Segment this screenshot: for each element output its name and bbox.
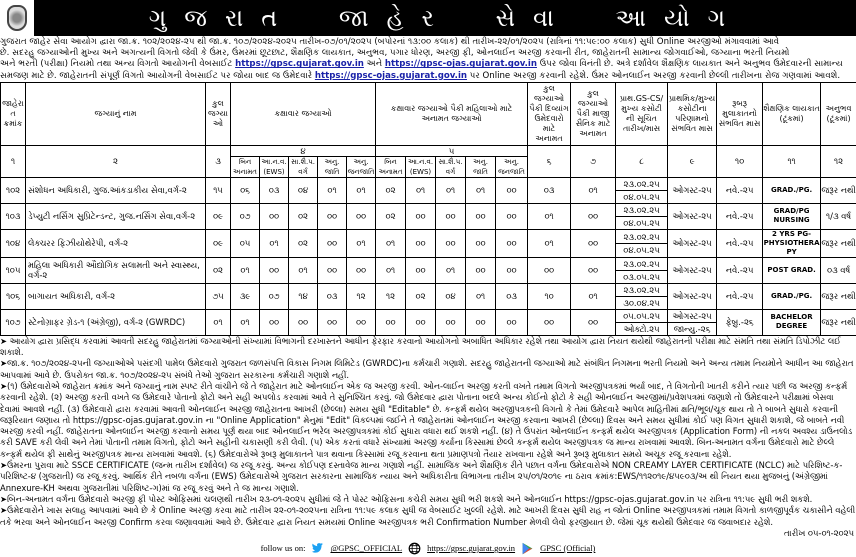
women-count: ૦૦ bbox=[406, 257, 436, 283]
exam-date bbox=[616, 203, 668, 229]
category-count: ૦૧ bbox=[231, 309, 260, 335]
column-number: ૧૧ bbox=[763, 145, 821, 177]
disabled-count: ૦૩ bbox=[528, 177, 571, 203]
post-name: સ્ટેનોગ્રાફર ગ્રેડ-૧ (અંગ્રેજી), વર્ગ-૨ (GWRDC) bbox=[26, 309, 206, 335]
exam-date-value: ૦૫.૦૫.૨૫ bbox=[616, 310, 667, 322]
ex-servicemen-count: ૦૦ bbox=[571, 257, 616, 283]
header-post-name: જગ્યાનું નામ bbox=[26, 82, 206, 145]
subheader-category: સા.શૈ.પ. વર્ગ bbox=[436, 156, 466, 177]
column-number: ૨ bbox=[26, 145, 206, 177]
intro-line: ગુજરાત જાહેર સેવા આયોગ દ્વારા જા.ક્ર. ૧૦૨/૨૦૨૪-૨૫ થી જા.ક્ર. ૧૦૭/૨૦૨૪-૨૦૨૫ તારીખ-૦૭/૦૧/૨૦૨૫ (બપોરનાં ૧૩:૦૦ કલાક) થી તારીખ-૨૨/૦૧/૨૦૨૫ (રાત્રિનાં ૧૧:૫૯:૦૦ કલાક) સુધી Online અરજીઓ મંગાવવામાં આવે bbox=[0, 37, 856, 48]
ex-servicemen-count: ૦૦ bbox=[571, 309, 616, 335]
women-count: ૦૨ bbox=[376, 203, 406, 229]
women-count: ૦૦ bbox=[466, 203, 496, 229]
column-number: ૧ bbox=[1, 145, 26, 177]
category-count: ૧૨ bbox=[347, 283, 376, 309]
category-count: ૦૭ bbox=[231, 203, 260, 229]
qualification: GRAD/PG NURSING bbox=[763, 203, 821, 229]
women-count: ૦૧ bbox=[376, 229, 406, 257]
women-count: ૦૦ bbox=[436, 229, 466, 257]
table-header-row bbox=[1, 82, 856, 145]
women-count: ૦૦ bbox=[466, 229, 496, 257]
notes-section bbox=[0, 336, 856, 528]
intro-text: સમજણ માટે છે. જાહેરાતની સંપૂર્ણ વિગતો આયોગની વેબસાઈટ પર જોયા બાદ જ ઉમેદવારે bbox=[0, 71, 312, 81]
subheader-category: બિન અનામત bbox=[376, 156, 406, 177]
qualification: GRAD./PG. bbox=[763, 177, 821, 203]
header-experience: અનુભવ (ટૂંકમાં) bbox=[821, 82, 856, 145]
experience: જરૂર નથી bbox=[821, 309, 856, 335]
header-result-month: પ્રાથમિક/મુખ્ય કસોટીના પરિણામનો સંભવિત માસ bbox=[668, 82, 717, 145]
result-month: ઓગસ્ટ-૨૫ bbox=[668, 229, 717, 257]
intro-text: અને ભરતી (પરીક્ષા) નિયમો તથા અન્ય વિગતો આયોગની વેબસાઈટ bbox=[0, 59, 232, 69]
category-count: ૦૧ bbox=[260, 229, 289, 257]
category-count: ૦૦ bbox=[347, 203, 376, 229]
interview-month: નવે.-૨૫ bbox=[717, 283, 763, 309]
women-count: ૦૦ bbox=[496, 203, 528, 229]
total-posts: ૭૫ bbox=[206, 283, 231, 309]
category-count: ૦૨ bbox=[289, 229, 318, 257]
subheader-category: આ.ન.વ. (EWS) bbox=[260, 156, 289, 177]
women-count: ૦૧ bbox=[406, 177, 436, 203]
exam-date-value: ૦૪.૦૫.૨૫ bbox=[616, 243, 667, 256]
exam-date bbox=[616, 177, 668, 203]
exam-date-value: ૨૩.૦૨.૨૫ bbox=[616, 284, 667, 296]
category-count: ૦૧ bbox=[289, 257, 318, 283]
exam-date bbox=[616, 229, 668, 257]
experience: જરૂર નથી bbox=[821, 177, 856, 203]
category-count: ૦૨ bbox=[289, 203, 318, 229]
ojas-website-link[interactable]: https://gpsc-ojas.gujarat.gov.in bbox=[385, 59, 537, 69]
category-count: ૦૦ bbox=[347, 309, 376, 335]
note-paragraph: ➤(૧) ઉમેદવારોએ જાહેરાત ક્રમાંક અને જગ્યાનું નામ સ્પષ્ટ રીતે વાંચીને જે તે જાહેરાત માટે ઓનલાઈન એક જ અરજી કરવી. ઓન-લાઈન અરજી કરતી વખતે તમામ વિગતો અરજીપત્રકમાં ભર્યા બાદ, તે વિગતોની ખાતરી કરીને ત્યાર પછી જ અરજી કન્ફર્મ કરવાની રહેશે. (૨) અરજી કરતી વખતે જ ઉમેદવારે પોતાનો ફોટો અને સહી અપલોડ કરવામાં આવે તે સુનિશ્ચિત કરવું. જો ઉમેદવાર દ્વારા પોતાના બદલે અન્ય કોઈનો ફોટો કે સહી ઓનલાઈન અરજીમાં/પ્રવેશપત્રમાં જણાશે તો ઉમેદવારને પરીક્ષામાં બેસવા દેવામાં આવશે નહીં. (૩) ઉમેદવારો દ્વારા કરવામાં આવતી ઓનલાઈન અરજી જાહેરાતના આખરી (છેલ્લા) સમય સુધી "Editable" છે. કન્ફર્મ થયેલ અરજીપત્રકની વિગતો કે તેમાં ઉમેદવારે આપેલ માહિતીમાં ક્ષતિ/ભૂલ/ચૂક થાય તો તે બાબતે સુધારો કરવાની જરૂરિયાત જણાય તો https://gpsc-ojas.gujarat.gov.in ના "Online Application" મેનુમાં "Edit" વિકલ્પમાં જઈને તે જાહેરાતમાં ઓનલાઈન અરજી કરવાના આખરી (છેલ્લા) દિવસ અને સમય સુધીમાં કોઈ પણ વિગત સુધારી શકાશે, જે બાબતે નવી અરજી કરવી નહીં. જાહેરાતના ઓનલાઈન અરજી કરવાનો સમય પૂર્ણ થયા બાદ ઓનલાઈન ભરેલ અરજીપત્રકમાં કોઈ સુધારા વધારા થઈ શકશે નહીં. (૪) તે ઉપરાંત ઓનલાઈન કન્ફર્મ થયેલ અરજીપત્રક (Application Form) ની નકલ અવશ્ય ડાઉનલોડ કરી SAVE કરી લેવી અને તેમાં પોતાની તમામ વિગતો, ફોટો અને સહીની ચકાસણી કરી લેવી. (૫) એક કરતાં વધારે સંખ્યામાં અરજી કર્યાના કિસ્સામાં છેલ્લે કન્ફર્મ થયેલ અરજીપત્રક જ માન્ય રાખવામાં આવશે. બિન-અનામત વર્ગના ઉમેદવારો માટે છેલ્લે કન્ફર્મ થયેલ ફી સાથેનું અરજીપત્રક માન્ય રાખવામાં આવશે. (૬) ઉમેદવારોએ રૂબરૂ મુલાકાતને પાત્ર થવાના કિસ્સામાં રજૂ કરવાના થતા પ્રમાણપત્રો તૈયાર રાખવાના રહેશે અને રૂબરૂ મુલાકાત સમયે અચૂક રજૂ કરવાના રહેશે. bbox=[0, 381, 856, 460]
women-count: ૦૦ bbox=[466, 309, 496, 335]
interview-month: નવે.-૨૫ bbox=[717, 203, 763, 229]
intro-text: પર Online અરજી કરવાની રહેશે. ઉંમર ઓનલાઈન અરજી કરવાની છેલ્લી તારીખના રોજ ગણવામાં આવશે. bbox=[470, 71, 840, 81]
women-count: ૦૧ bbox=[376, 257, 406, 283]
exam-date bbox=[616, 309, 668, 335]
disabled-count: ૦૦ bbox=[528, 309, 571, 335]
exam-date-value: ૦૪.૦૫.૨૫ bbox=[616, 190, 667, 203]
table-row bbox=[1, 203, 856, 229]
category-count: ૦૦ bbox=[260, 203, 289, 229]
note-paragraph: ➤બિન-અનામત વર્ગના ઉમેદવારો અરજી ફી પોસ્ટ ઓફિસમાં ચલણથી તારીખ ૨૩-૦૧-૨૦૨૫ સુધીમાં જે તે પોસ્ટ ઓફિસના કચેરી સમય સુધી ભરી શકશે અને ઓનલાઈન https://gpsc-ojas.gujarat.gov.in પર રાત્રિના ૧૧:૫૯ સુધી ભરી શકશે. bbox=[0, 494, 856, 505]
post-name: લેક્ચરર ફિઝીયોથેરેપી, વર્ગ-૨ bbox=[26, 229, 206, 257]
post-name: સંશોધન અધિકારી, ગુજ.આંકડાકીય સેવા,વર્ગ-૨ bbox=[26, 177, 206, 203]
experience: ૦૩ વર્ષ bbox=[821, 257, 856, 283]
category-count: ૦૦ bbox=[318, 203, 347, 229]
result-month-value: ઓગસ્ટ-૨૫ bbox=[668, 310, 716, 322]
experience: ૧/૩ વર્ષ bbox=[821, 203, 856, 229]
total-posts: ૧૫ bbox=[206, 177, 231, 203]
adv-number: ૧૦૭ bbox=[1, 309, 26, 335]
intro-line: છે. સદરહુ જગ્યાઓની મુખ્ય અને અગત્યની વિગતો જેવી કે ઉંમર, ઉંમરમાં છૂટછાટ, શૈક્ષણિક લાયકાત, અનુભવ, પગાર ધોરણ, અરજી ફી, ઓનલાઈન અરજી કરવાની રીત, જાહેરાતની સામાન્ય જોગવાઈઓ, જગ્યાના ભરતી નિયમો bbox=[0, 48, 856, 59]
result-month: ઓગસ્ટ-૨૫ bbox=[668, 257, 717, 283]
exam-date-value: ઓક્ટો.૨૫ bbox=[616, 322, 667, 335]
subheader-category: બિન અનામત bbox=[231, 156, 260, 177]
page-title: ગુજરાત જાહેર સેવા આયોગ bbox=[36, 0, 856, 36]
exam-date-value: ૨૩.૦૨.૨૫ bbox=[616, 178, 667, 190]
table-row bbox=[1, 257, 856, 283]
women-count: ૦૦ bbox=[376, 309, 406, 335]
qualification: BACHELOR DEGREE bbox=[763, 309, 821, 335]
column-number: ૬ bbox=[528, 145, 571, 177]
column-number: ૭ bbox=[571, 145, 616, 177]
category-count: ૦૪ bbox=[289, 177, 318, 203]
globe-icon bbox=[408, 542, 421, 555]
header-women: કક્ષાવાર જગ્યાઓ પૈકી મહિલાઓ માટે અનામત જગ્યાઓ bbox=[376, 82, 528, 145]
women-count: ૦૧ bbox=[436, 177, 466, 203]
category-count: ૦૧ bbox=[231, 257, 260, 283]
column-number: ૫ bbox=[376, 145, 528, 156]
column-number: ૧૦ bbox=[717, 145, 763, 177]
category-count: ૦૦ bbox=[289, 309, 318, 335]
total-posts: ૦૨ bbox=[206, 257, 231, 283]
column-number: ૯ bbox=[668, 145, 717, 177]
header-disabled: કુલ જગ્યાઓ પૈકી દિવ્યાંગ ઉમેદવારો માટે અનામત bbox=[528, 82, 571, 145]
result-month: ઓગસ્ટ-૨૫ bbox=[668, 177, 717, 203]
intro-text: અને bbox=[367, 59, 382, 69]
column-number: ૩ bbox=[206, 145, 231, 177]
women-count: ૦૦ bbox=[496, 309, 528, 335]
exam-date-value: ૨૩.૦૨.૨૫ bbox=[616, 204, 667, 216]
header-banner bbox=[0, 0, 856, 36]
category-count: ૦૦ bbox=[318, 257, 347, 283]
subheader-category: સા.શૈ.પ. વર્ગ bbox=[289, 156, 318, 177]
experience: જરૂર નથી bbox=[821, 229, 856, 257]
table-row bbox=[1, 177, 856, 203]
category-count: ૦૩ bbox=[260, 177, 289, 203]
category-count: ૦૬ bbox=[231, 177, 260, 203]
footer bbox=[0, 539, 856, 557]
interview-month: નવે.-૨૫ bbox=[717, 177, 763, 203]
interview-month: ફેબ્રુ.-૨૬ bbox=[717, 309, 763, 335]
ex-servicemen-count: ૦૦ bbox=[571, 229, 616, 257]
women-count: ૦૧ bbox=[436, 257, 466, 283]
header-interview-month: રૂબરૂ મુલાકાતનો સંભવિત માસ bbox=[717, 82, 763, 145]
post-name: બાગાયત અધિકારી, વર્ગ-૨ bbox=[26, 283, 206, 309]
women-count: ૦૦ bbox=[436, 203, 466, 229]
exam-date-value: ૩૦.૦૪.૨૫ bbox=[616, 296, 667, 309]
disabled-count: ૦૧ bbox=[528, 203, 571, 229]
play-store-link[interactable]: GPSC (Official) bbox=[540, 543, 595, 553]
category-count: ૦૦ bbox=[347, 257, 376, 283]
subheader-category: આ.ન.વ. (EWS) bbox=[406, 156, 436, 177]
women-count: ૦૦ bbox=[406, 309, 436, 335]
ex-servicemen-count: ૦૧ bbox=[571, 283, 616, 309]
intro-line bbox=[0, 59, 856, 70]
emblem-icon bbox=[7, 5, 27, 31]
gpsc-website-link[interactable]: https://gpsc.gujarat.gov.in bbox=[235, 59, 364, 69]
interview-month: નવે.-૨૫ bbox=[717, 229, 763, 257]
table-row bbox=[1, 309, 856, 335]
column-number: ૪ bbox=[231, 145, 376, 156]
follow-label: follow us on: bbox=[261, 543, 306, 553]
women-count: ૦૨ bbox=[406, 283, 436, 309]
adv-number: ૧૦૬ bbox=[1, 283, 26, 309]
category-count: ૦૧ bbox=[347, 177, 376, 203]
exam-date-value: ૦૩.૦૫.૨૫ bbox=[616, 270, 667, 283]
total-posts: ૦૯ bbox=[206, 229, 231, 257]
disabled-count: ૦૦ bbox=[528, 257, 571, 283]
result-month: ઓગસ્ટ-૨૫ bbox=[668, 203, 717, 229]
disabled-count: ૦૧ bbox=[528, 229, 571, 257]
website-link[interactable]: https://gpsc.gujarat.gov.in bbox=[427, 543, 515, 553]
interview-month: નવે.-૨૫ bbox=[717, 257, 763, 283]
women-count: ૦૩ bbox=[496, 283, 528, 309]
note-paragraph: ➤જા.ક્ર. ૧૦૭/૨૦૨૪-૨૫ની જગ્યાઓએ પસંદગી પામેલ ઉમેદવારો ગુજરાત જળસંપત્તિ વિકાસ નિગમ લિમિટેડ (GWRDC)ના કર્મચારી ગણાશે. સદરહુ જાહેરાતની જગ્યાઓ માટે સંબંધિત નિગમના ભરતી નિયમો અને અન્ય તમામ નિયમોને આધીન આ જાહેરાત આપવામાં આવે છે. ઉપરોક્ત જા.ક્ર. ૧૦૭/૨૦૨૪-૨૫ સંબંધે તેઓ ગુજરાત સરકારના કર્મચારી ગણાશે નહીં. bbox=[0, 358, 856, 381]
category-count: ૦૭ bbox=[260, 283, 289, 309]
ex-servicemen-count: ૦૧ bbox=[571, 177, 616, 203]
intro-line bbox=[0, 71, 856, 82]
header-category: કક્ષાવાર જગ્યાઓ bbox=[231, 82, 376, 145]
category-count: ૦૫ bbox=[231, 229, 260, 257]
subheader-category: અનુ. જાતિ bbox=[466, 156, 496, 177]
post-name: મહિલા અધિકારી ઔદ્યોગિક સલામતી અને સ્વાસ્થ્ય, વર્ગ-૨ bbox=[26, 257, 206, 283]
header-qualification: શૈક્ષણિક લાયકાત (ટૂંકમાં) bbox=[763, 82, 821, 145]
ex-servicemen-count: ૦૦ bbox=[571, 203, 616, 229]
women-count: ૦૦ bbox=[496, 229, 528, 257]
column-number-row bbox=[1, 145, 856, 156]
column-number: ૧૨ bbox=[821, 145, 856, 177]
women-count: ૦૦ bbox=[466, 257, 496, 283]
category-count: ૩૯ bbox=[231, 283, 260, 309]
header-ex-servicemen: કુલ જગ્યાઓ પૈકી માજી સૈનિક માટે અનામત bbox=[571, 82, 616, 145]
exam-date-value: ૦૪.૦૫.૨૫ bbox=[616, 216, 667, 229]
column-number: ૮ bbox=[616, 145, 668, 177]
experience: જરૂર નથી bbox=[821, 283, 856, 309]
women-count: ૦૧ bbox=[466, 283, 496, 309]
exam-date bbox=[616, 283, 668, 309]
twitter-icon bbox=[311, 542, 324, 555]
women-count: ૦૦ bbox=[406, 203, 436, 229]
note-paragraph: ➤ઉંમરના પુરાવા માટે SSCE CERTIFICATE (જન્મ તારીખ દર્શાવેલ) જ રજૂ કરવું. અન્ય કોઈપણ દસ્તાવેજ માન્ય ગણાશે નહીં. સામાજિક અને શૈક્ષણિક રીતે પછાત વર્ગના ઉમેદવારોએ NON CREAMY LAYER CERTIFICATE (NCLC) માટે પરિશિષ્ટ-ક-પરિશિષ્ટ-૪ (ગુજરાતી) જ રજૂ કરવું. આર્થિક રીતે નબળા વર્ગના (EWS) ઉમેદવારોએ ગુજરાત સરકારના સામાજિક ન્યાય અને અધિકારીતા વિભાગના તારીખ ૨૫/૦૧/૨૦૧૯ ના ઠરાવ ક્રમાંક:EWS/૧૧૨૦૧૯/૪૫૯૦૩/અ થી નિયત થયા મુજબનું (અંગ્રેજીમાં Annexure-KH અથવા ગુજરાતીમાં પરિશિષ્ટ-ગ)માં જ રજૂ કરવું અને તે જ માન્ય ગણાશે. bbox=[0, 460, 856, 494]
category-count: ૦૧ bbox=[347, 229, 376, 257]
disabled-count: ૧૦ bbox=[528, 283, 571, 309]
category-count: ૧૪ bbox=[289, 283, 318, 309]
category-count: ૦૧ bbox=[318, 177, 347, 203]
category-count: ૦૦ bbox=[318, 229, 347, 257]
gpsc-logo bbox=[0, 0, 36, 36]
ojas-apply-link[interactable]: https://gpsc-ojas.gujarat.gov.in bbox=[315, 71, 467, 81]
category-count: ૦૦ bbox=[260, 257, 289, 283]
adv-number: ૧૦૫ bbox=[1, 257, 26, 283]
result-month-value: જાન્યુ.-૨૬ bbox=[668, 322, 716, 335]
category-count: ૦૦ bbox=[318, 309, 347, 335]
note-paragraph: ➤ઉમેદવારોને ખાસ સલાહ આપવામાં આવે છે કે Online અરજી કરવા માટે તારીખ ૨૨-૦૧-૨૦૨૫ના રાત્રિના ૧૧:૫૯ કલાક સુધી જ વેબસાઈટ ખુલ્લી રહેશે. માટે આખરી દિવસ સુધી રાહ ન જોતાં Online અરજીપત્રકમાં તમામ વિગતો કાળજીપૂર્વક ચકાસીને વહેલી તકે ભરવા અને ઓનલાઈન અરજી Confirm કરવા જણાવવામાં આવે છે. ઉમેદવાર દ્વારા નિયત સમયમાં Online અરજીપત્રક ભરી Confirmation Number મેળવી લેવો ફરજીયાત છે. જેમાં ચૂક થયેથી ઉમેદવાર જ જવાબદાર રહેશે. bbox=[0, 505, 856, 528]
adv-number: ૧૦૨ bbox=[1, 177, 26, 203]
intro-paragraph bbox=[0, 37, 856, 82]
women-count: ૦૪ bbox=[436, 283, 466, 309]
result-month: ઓગસ્ટ-૨૫ bbox=[668, 283, 717, 309]
women-count: ૦૨ bbox=[376, 177, 406, 203]
category-count: ૦૩ bbox=[318, 283, 347, 309]
subheader-category: અનુ. જનજાતિ bbox=[347, 156, 376, 177]
adv-number: ૧૦૪ bbox=[1, 229, 26, 257]
header-adv-no: જાહેરાત ક્રમાંક bbox=[1, 82, 26, 145]
qualification: GRAD./PG. bbox=[763, 283, 821, 309]
category-count: ૦૦ bbox=[260, 309, 289, 335]
note-paragraph: ➤ આયોગ દ્વારા પ્રસિદ્ધ કરવામાં આવતી સદરહુ જાહેરાતમાં જગ્યાઓની સંખ્યામાં વિભાગની દરખાસ્તને આધીન ફેરફાર કરવાનો આયોગનો અબાધિત અધિકાર રહેશે તથા આયોગ દ્વારા નિયત થયેથી જાહેરાતની પરીક્ષા માટે સંમતિ તથા સંમતિ ડિપોઝીટ લઈ શકાશે. bbox=[0, 336, 856, 359]
header-total: કુલ જગ્યાઓ bbox=[206, 82, 231, 145]
women-count: ૦૦ bbox=[496, 177, 528, 203]
result-month bbox=[668, 309, 717, 335]
total-posts: ૦૯ bbox=[206, 203, 231, 229]
header-prelim-date: પ્રાથ.GS-CS/ મુખ્ય કસોટી ની સૂચિત તારીખ/માસ bbox=[616, 82, 668, 145]
intro-text: ઉપર જોવા વિનંતી છે. અત્રે દર્શાવેલ શૈક્ષણિક લાયકાત અને અનુભવ ઉમેદવારની સામાન્ય bbox=[540, 59, 843, 69]
vacancy-table bbox=[0, 82, 856, 336]
women-count: ૦૧ bbox=[466, 177, 496, 203]
women-count: ૦૦ bbox=[496, 257, 528, 283]
twitter-link[interactable]: @GPSC_OFFICIAL bbox=[330, 543, 402, 553]
exam-date-value: ૨૩.૦૨.૨૫ bbox=[616, 231, 667, 243]
qualification: POST GRAD. bbox=[763, 257, 821, 283]
total-posts: ૦૧ bbox=[206, 309, 231, 335]
women-count: ૧૨ bbox=[376, 283, 406, 309]
adv-number: ૧૦૩ bbox=[1, 203, 26, 229]
qualification: 2 YRS PG-PHYSIOTHERAPY bbox=[763, 229, 821, 257]
table-row bbox=[1, 283, 856, 309]
women-count: ૦૦ bbox=[436, 309, 466, 335]
play-store-icon bbox=[521, 542, 534, 555]
subheader-category: અનુ. જનજાતિ bbox=[496, 156, 528, 177]
notice-date: તારીખ ૦૫-૦૧-૨૦૨૫ bbox=[0, 528, 856, 539]
women-count: ૦૦ bbox=[406, 229, 436, 257]
table-row bbox=[1, 229, 856, 257]
exam-date-value: ૨૩.૦૨.૨૫ bbox=[616, 258, 667, 270]
subheader-category: અનુ. જાતિ bbox=[318, 156, 347, 177]
exam-date bbox=[616, 257, 668, 283]
post-name: ડેપ્યુટી નર્સિંગ સુપ્રિટેન્ડન્ટ, ગુજ.નર્સિંગ સેવા,વર્ગ-૨ bbox=[26, 203, 206, 229]
